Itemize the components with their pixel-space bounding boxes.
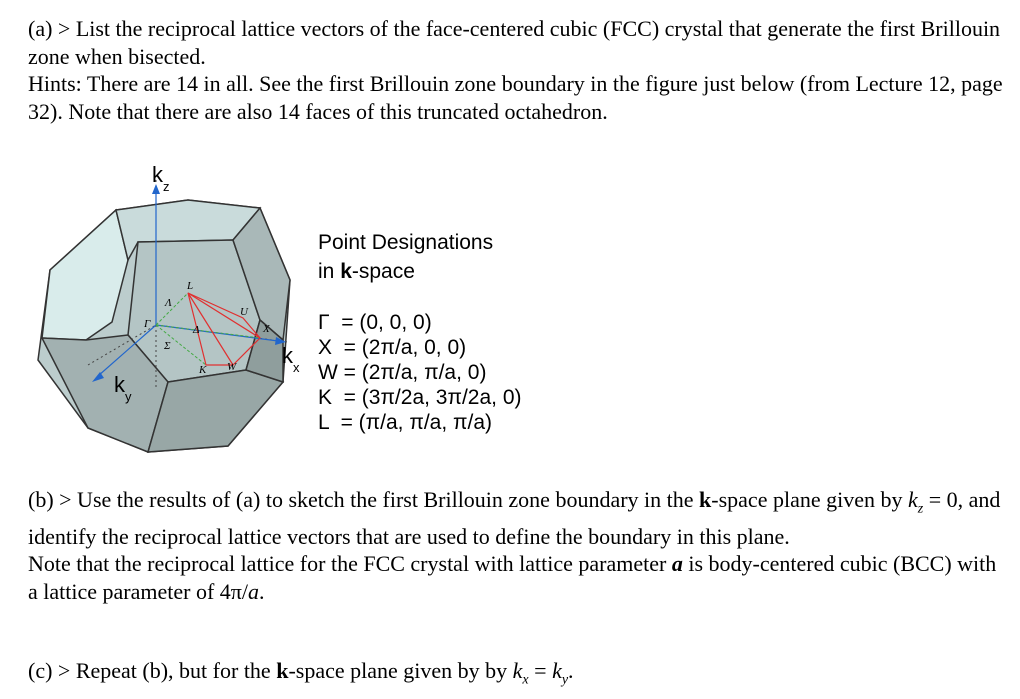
part-a-hint: Hints: There are 14 in all. See the first Brillouin zone boundary in the figure just below (from Lecture 12, page 32). Note that there are also 14 faces of this truncated octahedron.	[28, 71, 1003, 124]
face-hexagon-bottom	[148, 370, 283, 452]
lambda-point-label: Λ	[165, 297, 172, 309]
legend-point-K: K = (3π/2a, 3π/2a, 0)	[318, 386, 522, 409]
ky-axis-label: $k_y$	[114, 372, 132, 405]
W-point-label: W	[227, 361, 237, 373]
L-point-label: L	[187, 280, 194, 292]
legend-point-X: X = (2π/a, 0, 0)	[318, 336, 467, 359]
X-point-label: X	[263, 323, 270, 335]
sigma-point-label: Σ	[164, 340, 171, 352]
part-c-question: (c) > Repeat (b), but for the k-space plane given by by $k_x = k_y$.	[28, 658, 574, 688]
kz-axis-label: $k_z$	[152, 162, 170, 195]
part-b-question: (b) > Use the results of (a) to sketch the first Brillouin zone boundary in the k-space plane given by $k_z = 0$, and identify the reciprocal lattice vectors that are used to define the boundary in this plane. Note that the reciprocal lattice for the FCC crystal with lattice parameter a is body-centered cubic (BCC) with a lattice parameter of 4π/a.	[28, 487, 1001, 604]
part-a-lead: (a) > List the reciprocal lattice vectors of the face-centered cubic (FCC) crystal that generate the first Brillouin zone when bisected.	[28, 16, 1001, 69]
K-point-label: K	[199, 364, 207, 376]
part-a-question	[28, 15, 1003, 125]
brillouin-zone-figure	[28, 160, 588, 460]
legend-point-gamma: Γ = (0, 0, 0)	[318, 311, 432, 334]
point-designations-legend	[318, 228, 522, 435]
legend-point-W: W = (2π/a, π/a, 0)	[318, 361, 487, 384]
kx-axis-label: $k_x$	[282, 343, 300, 376]
U-point-label: U	[240, 306, 248, 318]
delta-point-label: Δ	[193, 324, 200, 336]
legend-title: Point Designations in k-space	[318, 231, 494, 283]
gamma-point-label: Γ	[144, 318, 151, 330]
legend-point-L: L = (π/a, π/a, π/a)	[318, 411, 492, 434]
